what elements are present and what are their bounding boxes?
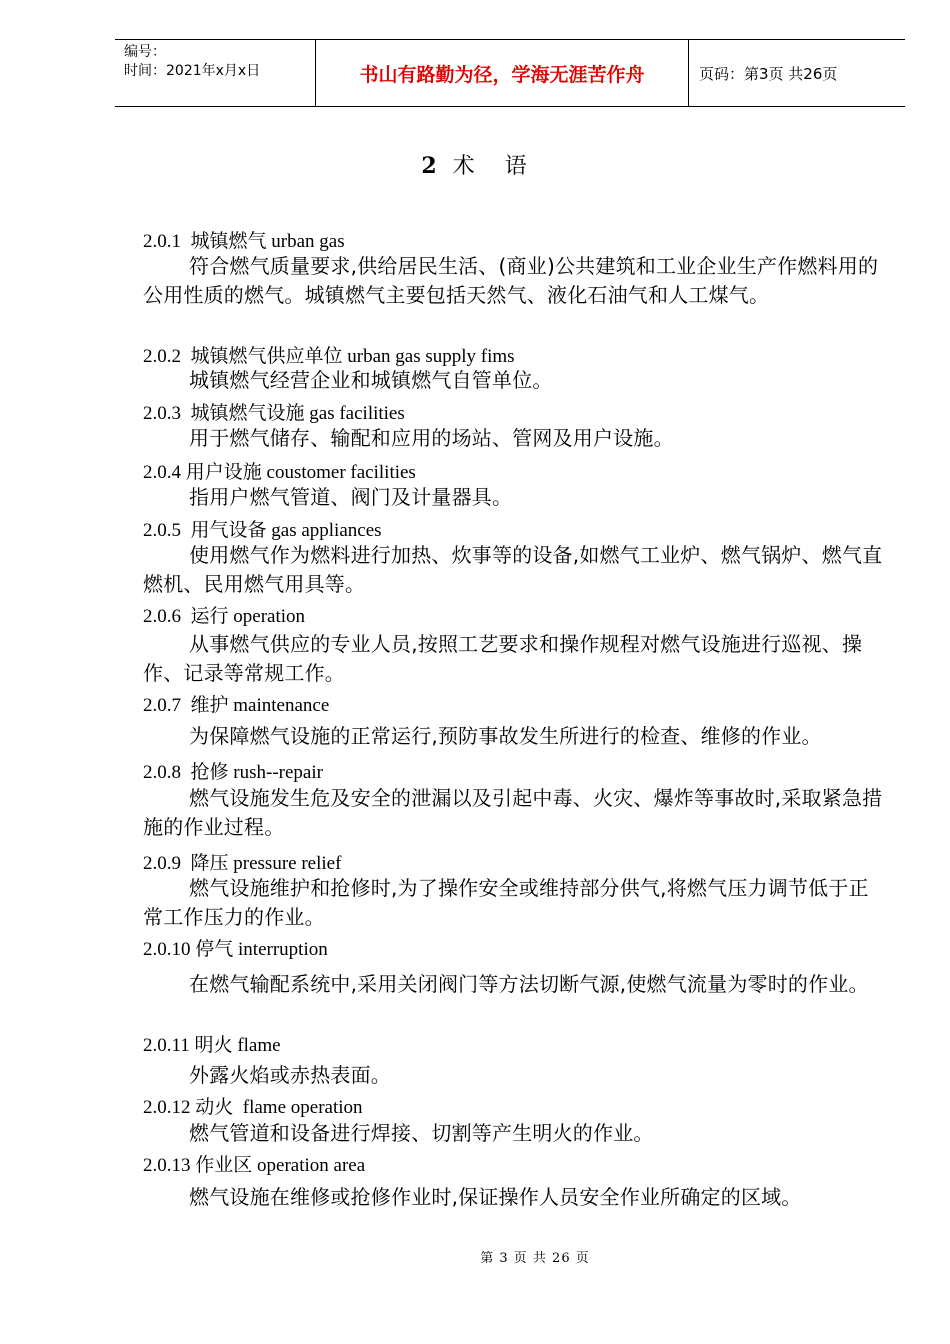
term-definition: 指用户燃气管道、阀门及计量器具。 — [189, 485, 513, 509]
term-code: 2.0.5 — [143, 520, 181, 541]
term-heading — [143, 457, 416, 484]
time-label: 时间：2021年x月x日 — [124, 63, 261, 79]
term-code: 2.0.1 — [143, 231, 181, 252]
term-cn: 降压 — [190, 852, 229, 874]
term-en: coustomer facilities — [266, 462, 416, 483]
term-cn: 停气 — [195, 938, 234, 960]
term-code: 2.0.9 — [143, 853, 181, 874]
term-definition: 城镇燃气经营企业和城镇燃气自管单位。 — [189, 368, 553, 392]
header-meta — [115, 40, 315, 106]
term-heading — [143, 1030, 281, 1057]
term-cn: 运行 — [190, 605, 229, 627]
header-motto: 书山有路勤为径，学海无涯苦作舟 — [315, 40, 689, 106]
term-heading — [143, 341, 515, 368]
term-cn: 维护 — [190, 694, 229, 716]
term-cn: 作业区 — [195, 1154, 253, 1176]
term-definition: 在燃气输配系统中,采用关闭阀门等方法切断气源,使燃气流量为零时的作业。 — [189, 972, 869, 996]
term-en: gas appliances — [271, 520, 382, 541]
chapter-title-b: 语 — [504, 154, 529, 179]
term-cn: 动火 — [195, 1096, 234, 1118]
term-cn: 城镇燃气供应单位 — [190, 345, 343, 367]
term-definition: 从事燃气供应的专业人员,按照工艺要求和操作规程对燃气设施进行巡视、操作、记录等常规工作。 — [143, 632, 863, 685]
term-en: urban gas supply fims — [347, 346, 515, 367]
term-en: operation area — [257, 1155, 366, 1176]
term-code: 2.0.13 — [143, 1155, 191, 1176]
term-heading — [143, 1150, 365, 1177]
term-en: operation — [233, 606, 306, 627]
term-heading — [143, 515, 382, 542]
term-code: 2.0.3 — [143, 403, 181, 424]
term-heading — [143, 757, 323, 784]
term-definition: 使用燃气作为燃料进行加热、炊事等的设备,如燃气工业炉、燃气锅炉、燃气直燃机、民用燃气用具等。 — [143, 543, 883, 596]
term-code: 2.0.8 — [143, 762, 181, 783]
term-definition: 符合燃气质量要求,供给居民生活、(商业)公共建筑和工业企业生产作燃料用的公用性质的燃气。城镇燃气主要包括天然气、液化石油气和人工煤气。 — [143, 254, 879, 307]
header-page-info: 页码：第3页 共26页 — [699, 64, 838, 83]
term-cn: 用气设备 — [190, 519, 267, 541]
term-cn: 城镇燃气设施 — [190, 402, 305, 424]
term-definition: 燃气设施在维修或抢修作业时,保证操作人员安全作业所确定的区域。 — [189, 1185, 802, 1209]
term-definition: 燃气设施维护和抢修时,为了操作安全或维持部分供气,将燃气压力调节低于正常工作压力的作业。 — [143, 876, 869, 929]
term-code: 2.0.6 — [143, 606, 181, 627]
term-heading — [143, 601, 305, 628]
term-en: urban gas — [271, 231, 345, 252]
term-definition: 用于燃气储存、输配和应用的场站、管网及用户设施。 — [189, 426, 674, 450]
term-en: interruption — [238, 939, 328, 960]
chapter-title — [0, 149, 950, 180]
chapter-number: 2 — [421, 153, 439, 179]
term-heading — [143, 934, 328, 961]
term-heading — [143, 690, 329, 717]
term-heading — [143, 398, 405, 425]
term-definition: 燃气设施发生危及安全的泄漏以及引起中毒、火灾、爆炸等事故时,采取紧急措施的作业过程。 — [143, 786, 883, 839]
term-en: pressure relief — [233, 853, 342, 874]
term-code: 2.0.4 — [143, 462, 181, 483]
term-definition: 外露火焰或赤热表面。 — [189, 1063, 391, 1087]
term-definition: 燃气管道和设备进行焊接、切割等产生明火的作业。 — [189, 1121, 654, 1145]
term-cn: 明火 — [194, 1034, 233, 1056]
term-code: 2.0.2 — [143, 346, 181, 367]
number-label: 编号： — [124, 44, 166, 60]
term-code: 2.0.12 — [143, 1097, 191, 1118]
term-definition: 为保障燃气设施的正常运行,预防事故发生所进行的检查、维修的作业。 — [189, 724, 822, 748]
page-footer: 第 3 页 共 26 页 — [480, 1251, 590, 1266]
term-heading — [143, 848, 341, 875]
term-code: 2.0.10 — [143, 939, 191, 960]
term-cn: 用户设施 — [185, 461, 262, 483]
term-cn: 抢修 — [190, 761, 229, 783]
term-code: 2.0.7 — [143, 695, 181, 716]
term-heading — [143, 226, 345, 253]
term-en: gas facilities — [309, 403, 405, 424]
term-en: rush--repair — [233, 762, 323, 783]
term-en: flame operation — [242, 1097, 363, 1118]
chapter-title-a: 术 — [452, 154, 477, 179]
term-heading — [143, 1092, 363, 1119]
term-cn: 城镇燃气 — [190, 230, 267, 252]
term-en: maintenance — [233, 695, 330, 716]
page-header — [115, 39, 905, 107]
term-en: flame — [237, 1035, 281, 1056]
term-code: 2.0.11 — [143, 1035, 190, 1056]
